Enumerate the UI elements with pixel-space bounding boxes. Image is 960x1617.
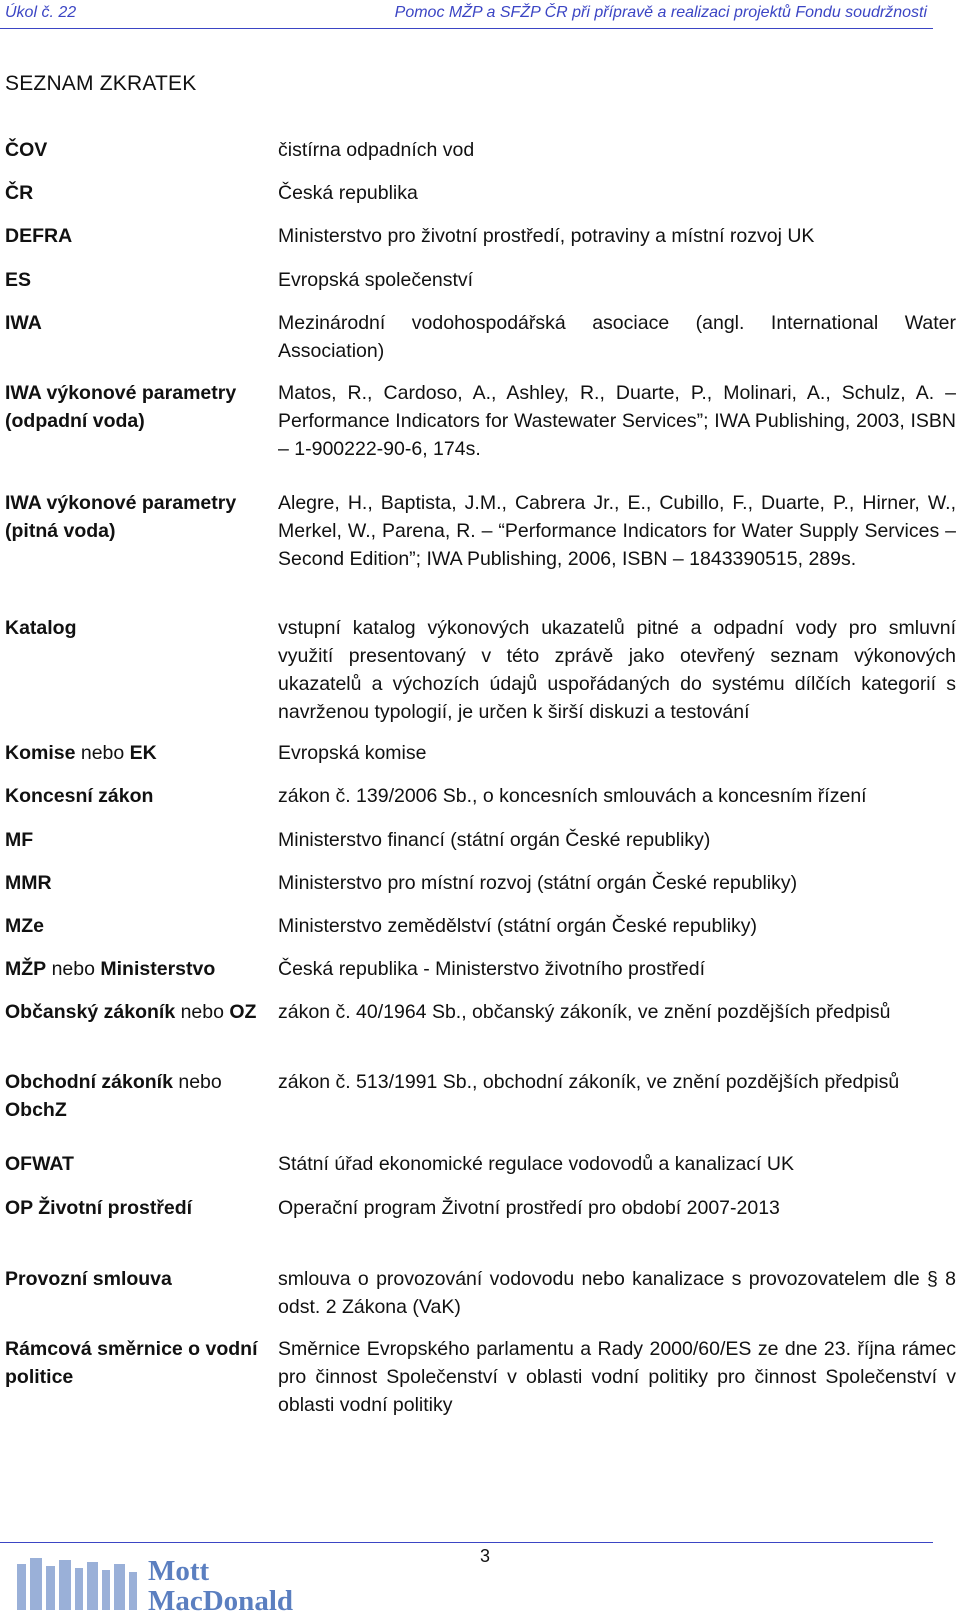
term-part: OP Životní prostředí xyxy=(5,1197,193,1219)
logo-line-1: Mott xyxy=(148,1555,210,1587)
abbreviation-definition: zákon č. 139/2006 Sb., o koncesních smlouvách a koncesním řízení xyxy=(278,785,867,807)
abbreviation-term xyxy=(5,614,265,642)
abbreviation-definition: vstupní katalog výkonových ukazatelů pitné a odpadní vody pro smluvní využití presentovaný v této zprávě jako otevřený seznam výkonových ukazatelů a výchozích údajů uspořádaných do systému dílčích kategorií s navrženou typologií, je určen k širší diskuzi a testování xyxy=(278,617,956,723)
abbreviation-term xyxy=(5,136,265,164)
abbreviation-definition: Ministerstvo pro místní rozvoj (státní orgán České republiky) xyxy=(278,872,798,894)
abbreviation-term xyxy=(5,739,265,767)
term-part: Ministerstvo xyxy=(100,958,216,980)
abbreviation-definition: smlouva o provozování vodovodu nebo kanalizace s provozovatelem dle § 8 odst. 2 Zákona (VaK) xyxy=(278,1268,956,1318)
term-part: Rámcová směrnice o vodní politice xyxy=(5,1338,258,1388)
abbreviation-term xyxy=(5,912,265,940)
abbreviation-term xyxy=(5,309,265,337)
abbreviation-term xyxy=(5,998,265,1026)
term-part: MŽP xyxy=(5,958,47,980)
abbreviation-definition: Ministerstvo pro životní prostředí, potraviny a místní rozvoj UK xyxy=(278,225,815,247)
abbreviation-term xyxy=(5,1194,265,1222)
abbreviation-term xyxy=(5,179,265,207)
abbreviation-term xyxy=(5,489,265,545)
document-title: Pomoc MŽP a SFŽP ČR při přípravě a realizaci projektů Fondu soudržnosti xyxy=(394,4,927,21)
header-divider xyxy=(0,28,933,29)
abbreviation-definition: zákon č. 40/1964 Sb., občanský zákoník, ve znění pozdějších předpisů xyxy=(278,1001,891,1023)
logo-wordmark xyxy=(148,1556,293,1616)
term-part: MF xyxy=(5,829,34,851)
abbreviation-term xyxy=(5,1150,265,1178)
term-part: DEFRA xyxy=(5,225,73,247)
term-part: Koncesní zákon xyxy=(5,785,154,807)
term-part: Katalog xyxy=(5,617,77,639)
term-part: nebo xyxy=(175,1001,230,1023)
abbreviation-term xyxy=(5,1265,265,1293)
term-part: nebo xyxy=(46,958,101,980)
term-part: nebo xyxy=(172,1071,222,1093)
term-part: OZ xyxy=(229,1001,257,1023)
footer-divider xyxy=(0,1542,933,1543)
page-title: SEZNAM ZKRATEK xyxy=(5,72,197,95)
abbreviation-term xyxy=(5,379,265,435)
abbreviation-term xyxy=(5,1335,265,1391)
abbreviation-definition: Alegre, H., Baptista, J.M., Cabrera Jr., E., Cubillo, F., Duarte, P., Hirner, W., Merkel, W., Parena, R. – “Performance Indicators for Water Supply Services – Second Edition”; IWA Publishing, 2006, ISBN – 1843390515, 289s. xyxy=(278,492,956,570)
abbreviation-definition: Evropská komise xyxy=(278,742,427,764)
term-part: IWA výkonové parametry (odpadní voda) xyxy=(5,382,237,432)
logo-mark-icon xyxy=(15,1556,150,1612)
abbreviation-term xyxy=(5,782,265,810)
abbreviation-definition: Matos, R., Cardoso, A., Ashley, R., Duarte, P., Molinari, A., Schulz, A. – Performance Indicators for Wastewater Services”; IWA Publishing, 2003, ISBN – 1-900222-90-6, 174s. xyxy=(278,382,956,460)
logo-line-2: MacDonald xyxy=(148,1585,293,1617)
term-part: Komise xyxy=(5,742,76,764)
abbreviation-definition: Státní úřad ekonomické regulace vodovodů a kanalizací UK xyxy=(278,1153,794,1175)
page-header xyxy=(5,2,927,24)
abbreviation-definition: Operační program Životní prostředí pro období 2007-2013 xyxy=(278,1197,780,1219)
abbreviation-term xyxy=(5,1068,265,1124)
abbreviation-definition: zákon č. 513/1991 Sb., obchodní zákoník, ve znění pozdějších předpisů xyxy=(278,1071,900,1093)
term-part: Provozní smlouva xyxy=(5,1268,172,1290)
term-part: Občanský zákoník xyxy=(5,1001,176,1023)
term-part: IWA výkonové parametry (pitná voda) xyxy=(5,492,237,542)
abbreviation-term xyxy=(5,826,265,854)
term-part: ČOV xyxy=(5,139,48,161)
term-part: Obchodní zákoník xyxy=(5,1071,173,1093)
term-part: IWA xyxy=(5,312,42,334)
abbreviation-definition: Směrnice Evropského parlamentu a Rady 2000/60/ES ze dne 23. října rámec pro činnost Společenství v oblasti vodní politiky pro činnost Společenství v oblasti vodní politiky xyxy=(278,1338,956,1416)
abbreviation-definition: Evropská společenství xyxy=(278,269,474,291)
abbreviation-definition: Česká republika - Ministerstvo životního prostředí xyxy=(278,958,706,980)
abbreviation-term xyxy=(5,869,265,897)
term-part: MMR xyxy=(5,872,52,894)
abbreviation-definition: Mezinárodní vodohospodářská asociace (angl. International Water Association) xyxy=(278,312,956,362)
term-part: ES xyxy=(5,269,32,291)
term-part: nebo xyxy=(75,742,130,764)
term-part: ČR xyxy=(5,182,34,204)
mott-macdonald-logo xyxy=(15,1555,315,1617)
abbreviation-term xyxy=(5,955,265,983)
abbreviation-definition: čistírna odpadních vod xyxy=(278,139,475,161)
term-part: ObchZ xyxy=(5,1099,67,1121)
task-number: Úkol č. 22 xyxy=(5,4,77,21)
abbreviation-definition: Ministerstvo zemědělství (státní orgán České republiky) xyxy=(278,915,758,937)
abbreviation-definition: Česká republika xyxy=(278,182,418,204)
term-part: EK xyxy=(129,742,157,764)
term-part: MZe xyxy=(5,915,44,937)
abbreviation-term xyxy=(5,266,265,294)
abbreviation-term xyxy=(5,222,265,250)
page-number: 3 xyxy=(480,1546,491,1566)
abbreviation-definition: Ministerstvo financí (státní orgán České republiky) xyxy=(278,829,711,851)
term-part: OFWAT xyxy=(5,1153,74,1175)
